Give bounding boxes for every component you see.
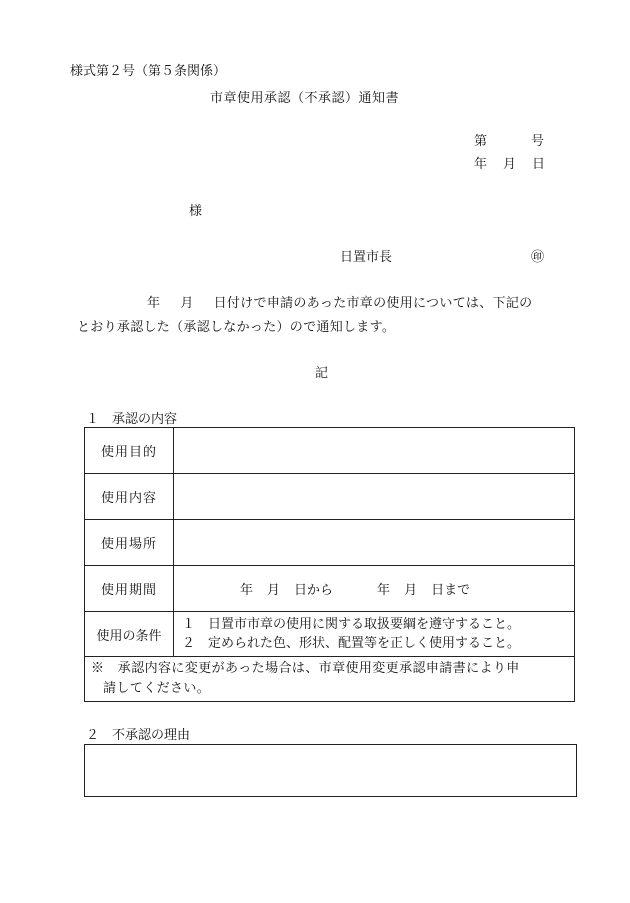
table-row — [85, 566, 575, 612]
rejection-reason-box — [84, 744, 577, 797]
date-month: 月 — [503, 157, 517, 172]
number-suffix: 号 — [531, 134, 545, 149]
to-month: 月 — [404, 583, 418, 598]
place-label: 使用場所 — [85, 520, 174, 566]
table-row — [85, 474, 575, 520]
number-prefix: 第 — [474, 134, 488, 149]
period-label: 使用期間 — [85, 566, 174, 612]
condition-item: ２ 定められた色、形状、配置等を正しく使用すること。 — [182, 636, 521, 651]
change-note — [85, 657, 575, 702]
date-year: 年 — [474, 157, 488, 172]
to-day: 日まで — [431, 583, 471, 598]
seal-mark: ㊞ — [531, 250, 545, 265]
document-number — [474, 130, 544, 149]
table-row — [85, 612, 575, 657]
document-title: 市章使用承認（不承認）通知書 — [210, 91, 400, 106]
from-day: 日から — [294, 583, 334, 598]
from-year: 年 — [240, 583, 254, 598]
form-number: 様式第２号（第５条関係） — [70, 64, 227, 79]
conditions-value — [174, 612, 575, 657]
section1-heading: １ 承認の内容 — [86, 412, 178, 427]
note-line-1: ※ 承認内容に変更があった場合は、市章使用変更承認申請書により申 — [91, 661, 520, 676]
issuer-name: 日置市長 — [340, 250, 393, 265]
content-value — [174, 474, 575, 520]
table-row — [85, 428, 575, 474]
approval-details-table — [84, 427, 575, 702]
purpose-value — [174, 428, 575, 474]
ki-heading: 記 — [315, 366, 329, 381]
body-text: 日付けで申請のあった市章の使用については、下記の — [213, 296, 533, 311]
table-row — [85, 520, 575, 566]
body-line-2: とおり承認した（承認しなかった）ので通知します。 — [77, 320, 396, 335]
section2-heading: ２ 不承認の理由 — [86, 728, 191, 743]
conditions-label: 使用の条件 — [85, 612, 174, 657]
purpose-label: 使用目的 — [85, 428, 174, 474]
period-value — [174, 566, 575, 612]
from-month: 月 — [267, 583, 281, 598]
body-month: 月 — [180, 296, 194, 311]
condition-item: １ 日置市市章の使用に関する取扱要綱を遵守すること。 — [182, 617, 521, 632]
to-year: 年 — [377, 583, 391, 598]
addressee-honorific: 様 — [189, 204, 203, 219]
date-day: 日 — [532, 157, 546, 172]
content-label: 使用内容 — [85, 474, 174, 520]
body-year: 年 — [147, 296, 161, 311]
table-row — [85, 657, 575, 702]
place-value — [174, 520, 575, 566]
note-line-2: 請してください。 — [103, 681, 211, 696]
document-date — [474, 153, 545, 172]
body-line-1 — [147, 292, 532, 311]
